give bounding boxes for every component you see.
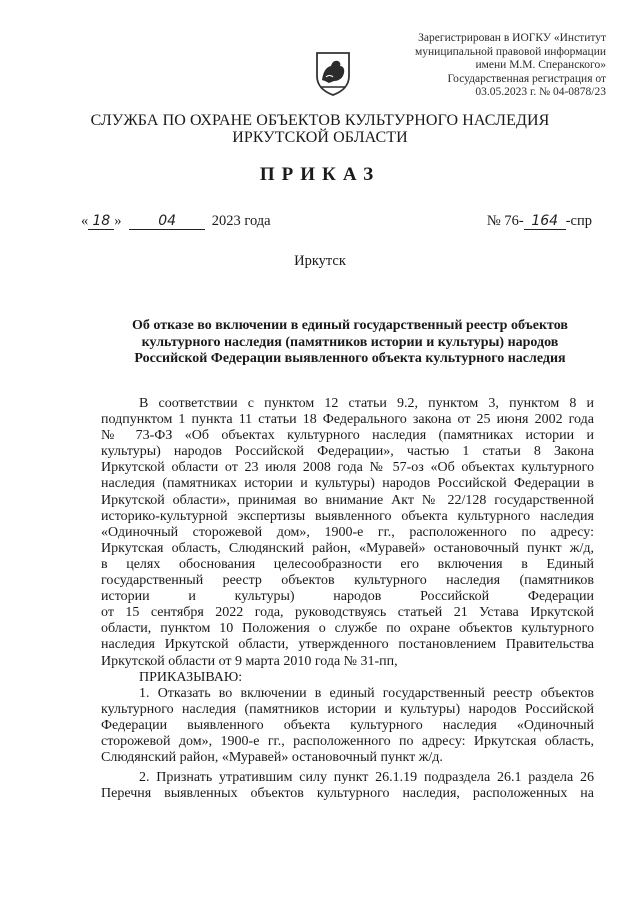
- body-line: от 15 сентября 2022 года, руководствуясь статьей 21 Устава Иркутской: [101, 605, 594, 621]
- number-prefix: № 76-: [486, 213, 524, 229]
- body-line: наследия (памятниках истории и культуры) народов Российской Федерации в: [101, 476, 594, 492]
- date-day: 18: [88, 213, 114, 230]
- close-quote: »: [114, 213, 122, 229]
- org-line: ИРКУТСКОЙ ОБЛАСТИ: [232, 129, 408, 146]
- document-body: [101, 396, 594, 802]
- number-suffix: -спр: [565, 213, 592, 229]
- body-line: № 73-ФЗ «Об объектах культурного наследия (памятниках истории и: [101, 428, 594, 444]
- org-line: СЛУЖБА ПО ОХРАНЕ ОБЪЕКТОВ КУЛЬТУРНОГО НАСЛЕДИЯ: [90, 112, 550, 129]
- stamp-line: 03.05.2023 г. № 04-0878/23: [475, 86, 606, 99]
- item-1-line: Федерации выявленного объекта культурного наследия «Одиночный: [101, 717, 594, 733]
- registration-stamp: [406, 32, 606, 100]
- item-2-line: 2. Признать утратившим силу пункт 26.1.19 подраздела 26.1 раздела 26: [139, 770, 594, 786]
- body-line: Иркутская область, Слюдянский район, «Муравей» остановочный пункт ж/д,: [101, 540, 594, 556]
- item-1-line: Слюдянский район, «Муравей» остановочный пункт ж/д.: [101, 750, 443, 766]
- subject-line: культурного наследия (памятников истории и культуры) народов: [141, 334, 559, 350]
- item-2-line: Перечня выявленных объектов культурного наследия, расположенных на: [101, 786, 594, 802]
- body-line: наследия Иркутской области, утвержденного постановлением Правительства: [101, 637, 594, 653]
- item-1-line: сторожевой дом», 1900-е гг., расположенного по адресу: Иркутская область,: [101, 733, 594, 749]
- body-line: в целях обоснования целесообразности его включения в Единый: [101, 556, 594, 572]
- body-line: истории и культуры) народов Российской Федерации: [101, 589, 594, 605]
- order-number: [487, 213, 592, 230]
- number-value: 164: [524, 213, 566, 230]
- stamp-line: муниципальной правовой информации: [414, 45, 606, 58]
- document-title: ПРИКАЗ: [259, 164, 381, 185]
- order-word: ПРИКАЗЫВАЮ:: [139, 669, 243, 685]
- body-line: области, пунктом 10 Положения о службе по охране объектов культурного: [101, 621, 594, 637]
- subject-line: Об отказе во включении в единый государственный реестр объектов: [132, 318, 568, 333]
- subject-line: Российской Федерации выявленного объекта культурного наследия: [134, 351, 566, 367]
- body-line: историко-культурной экспертизы выявленного объекта культурного наследия: [101, 508, 594, 524]
- open-quote: «: [81, 213, 89, 229]
- body-line: государственный реестр объектов культурного наследия (памятников: [101, 573, 594, 589]
- date-year: 2023 года: [211, 213, 271, 229]
- body-line: культуры) народов Российской Федерации», частью 1 статьи 8 Закона: [101, 444, 594, 460]
- body-line: подпунктом 1 пункта 11 статьи 18 Федерального закона от 25 июня 2002 года: [101, 412, 594, 428]
- stamp-line: Зарегистрирован в ИОГКУ «Институт: [418, 32, 606, 44]
- body-line: Иркутской области от 9 марта 2010 года № 31-пп,: [101, 653, 398, 669]
- date-month: 04: [129, 213, 205, 230]
- body-line: В соответствии с пунктом 12 статьи 9.2, пунктом 3, пунктом 8 и: [139, 396, 594, 411]
- body-line: Иркутской области от 23 июля 2008 года № 57-оз «Об объектах культурного: [101, 460, 594, 476]
- coat-of-arms-icon: [314, 50, 352, 96]
- city: Иркутск: [294, 253, 346, 269]
- body-line: «Одиночный сторожевой дом», 1900-е гг., расположенного по адресу:: [101, 524, 594, 540]
- organization-name: [0, 112, 640, 146]
- item-1-line: 1. Отказать во включении в единый государственный реестр объектов: [139, 685, 594, 701]
- document-subject: [110, 318, 590, 368]
- stamp-line: Государственная регистрация от: [447, 72, 606, 85]
- item-1-line: культурного наследия (памятников истории и культуры) народов Российской: [101, 701, 594, 717]
- stamp-line: имени М.М. Сперанского»: [475, 59, 606, 72]
- date-line: [81, 213, 271, 230]
- body-line: Иркутской области», принимая во внимание Акт № 22/128 государственной: [101, 492, 594, 508]
